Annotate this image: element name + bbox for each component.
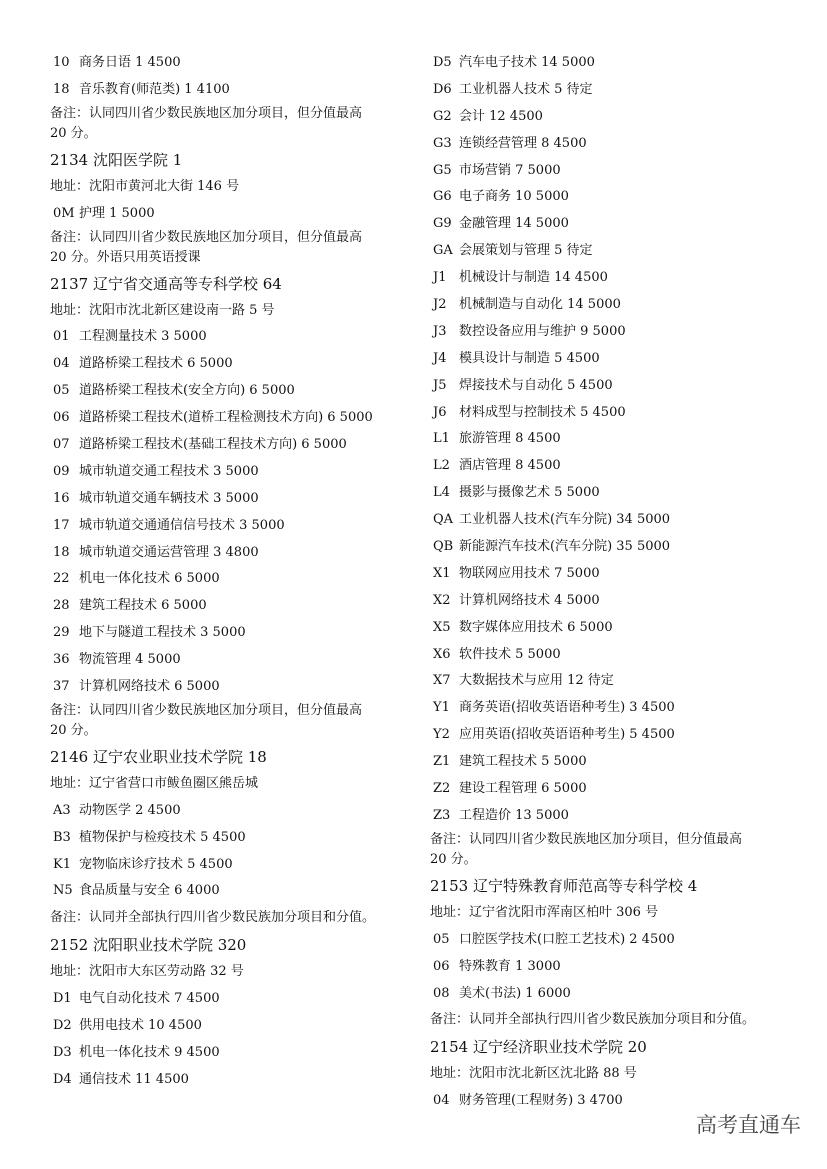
info-line: 地址：辽宁省营口市鲅鱼圈区熊岳城 (50, 775, 259, 791)
program-entry (50, 324, 410, 351)
program-code: D6 (433, 81, 452, 97)
program-entry (430, 803, 790, 830)
program-text: 市场营销 7 5000 (459, 162, 561, 178)
program-code: Z2 (433, 781, 451, 797)
school-heading: 2146 辽宁农业职业技术学院 18 (50, 747, 267, 766)
program-text: 工程造价 13 5000 (459, 807, 569, 823)
program-entry (430, 776, 790, 803)
program-text: 摄影与摄像艺术 5 5000 (459, 485, 600, 501)
program-code: X2 (433, 592, 451, 608)
program-text: 机电一体化技术 9 4500 (79, 1044, 220, 1060)
program-entry (50, 852, 410, 879)
program-text: 护理 1 5000 (79, 205, 155, 221)
program-code: D3 (53, 1044, 72, 1060)
program-code: 18 (53, 544, 70, 560)
info-line: 地址：辽宁省沈阳市浑南区柏叶 306 号 (430, 904, 659, 920)
program-entry (430, 668, 790, 695)
program-code: J1 (433, 270, 447, 286)
program-entry (50, 674, 410, 701)
program-text: 建筑工程技术 5 5000 (459, 754, 587, 770)
program-entry (430, 749, 790, 776)
program-code: D4 (53, 1071, 72, 1087)
program-code: J6 (433, 404, 447, 420)
program-text: 通信技术 11 4500 (79, 1071, 189, 1087)
program-text: 旅游管理 8 4500 (459, 431, 561, 447)
school-heading: 2153 辽宁特殊教育师范高等专科学校 4 (430, 876, 698, 895)
program-code: L1 (433, 431, 450, 447)
program-entry (50, 351, 410, 378)
program-code: QA (433, 512, 454, 528)
program-text: 机电一体化技术 6 5000 (79, 571, 220, 587)
program-entry (50, 77, 410, 104)
program-text: 地下与隧道工程技术 3 5000 (79, 625, 246, 641)
program-text: 软件技术 5 5000 (459, 646, 561, 662)
program-entry (430, 319, 790, 346)
program-code: J2 (433, 297, 447, 313)
program-code: 06 (433, 958, 450, 974)
school-heading: 2134 沈阳医学院 1 (50, 150, 183, 169)
program-entry (50, 620, 410, 647)
program-code: 18 (53, 81, 70, 97)
program-code: N5 (53, 883, 73, 899)
program-text: 道路桥梁工程技术 6 5000 (79, 356, 233, 372)
program-text: 计算机网络技术 4 5000 (459, 592, 600, 608)
program-code: 22 (53, 571, 70, 587)
program-entry (50, 1013, 410, 1040)
program-entry (50, 50, 410, 77)
school-heading: 2137 辽宁省交通高等专科学校 64 (50, 274, 282, 293)
program-code: 01 (53, 329, 70, 345)
program-code: X5 (433, 619, 451, 635)
info-line: 地址：沈阳市黄河北大街 146 号 (50, 178, 240, 194)
program-entry (50, 1040, 410, 1067)
school-heading: 2154 辽宁经济职业技术学院 20 (430, 1038, 647, 1057)
program-code: 06 (53, 410, 70, 426)
program-text: 新能源汽车技术(汽车分院) 35 5000 (459, 539, 671, 555)
program-text: 宠物临床诊疗技术 5 4500 (79, 856, 233, 872)
program-code: X7 (433, 673, 451, 689)
note-line: 20 分。外语只用英语授课 (50, 249, 201, 265)
program-entry (50, 513, 410, 540)
program-code: L2 (433, 458, 450, 474)
program-code: B3 (53, 829, 71, 845)
program-code: G6 (433, 189, 452, 205)
program-entry (50, 405, 410, 432)
program-text: 特殊教育 1 3000 (459, 958, 561, 974)
program-entry (430, 400, 790, 427)
program-text: 连锁经营管理 8 4500 (459, 135, 587, 151)
program-entry (430, 722, 790, 749)
program-text: 计算机网络技术 6 5000 (79, 679, 220, 695)
program-text: 应用英语(招收英语语种考生) 5 4500 (459, 727, 675, 743)
program-text: 大数据技术与应用 12 待定 (459, 673, 614, 689)
program-entry (430, 346, 790, 373)
program-code: 16 (53, 490, 70, 506)
program-entry (430, 184, 790, 211)
note-line: 20 分。 (50, 722, 97, 738)
info-line: 备注：认同并全部执行四川省少数民族加分项目和分值。 (430, 1012, 756, 1028)
program-entry (430, 534, 790, 561)
right-column (430, 50, 790, 1115)
program-text: 城市轨道交通通信信号技术 3 5000 (79, 517, 285, 533)
program-entry (430, 50, 790, 77)
program-text: 酒店管理 8 4500 (459, 458, 561, 474)
program-code: Y1 (433, 700, 450, 716)
program-code: J5 (433, 377, 447, 393)
program-entry (50, 566, 410, 593)
program-text: 会展策划与管理 5 待定 (459, 243, 593, 259)
note-line: 备注：认同四川省少数民族地区加分项目，但分值最高 (50, 702, 363, 718)
program-text: 材料成型与控制技术 5 4500 (459, 404, 626, 420)
program-code: 05 (433, 931, 450, 947)
program-entry (50, 378, 410, 405)
note-line: 备注：认同四川省少数民族地区加分项目，但分值最高 (50, 105, 363, 121)
program-entry (50, 1067, 410, 1094)
program-text: 商务英语(招收英语语种考生) 3 4500 (459, 700, 675, 716)
info-line: 备注：认同并全部执行四川省少数民族加分项目和分值。 (50, 910, 376, 926)
program-text: 供用电技术 10 4500 (79, 1018, 202, 1034)
program-entry (430, 588, 790, 615)
program-text: 口腔医学技术(口腔工艺技术) 2 4500 (459, 931, 675, 947)
program-entry (50, 986, 410, 1013)
program-entry (430, 265, 790, 292)
info-line: 地址：沈阳市沈北新区沈北路 88 号 (430, 1066, 637, 1082)
program-entry (50, 825, 410, 852)
program-entry (430, 453, 790, 480)
program-text: 电气自动化技术 7 4500 (79, 991, 220, 1007)
program-code: 37 (53, 679, 70, 695)
program-entry (50, 540, 410, 567)
program-text: 音乐教育(师范类) 1 4100 (79, 81, 230, 97)
program-text: 城市轨道交通车辆技术 3 5000 (79, 490, 259, 506)
program-code: 17 (53, 517, 70, 533)
program-entry (430, 981, 790, 1008)
program-code: X6 (433, 646, 451, 662)
program-entry (430, 104, 790, 131)
program-text: 建筑工程技术 6 5000 (79, 598, 207, 614)
program-code: QB (433, 539, 454, 555)
program-text: 商务日语 1 4500 (79, 55, 181, 70)
program-text: 财务管理(工程财务) 3 4700 (459, 1093, 623, 1109)
program-entry (50, 201, 410, 228)
program-code: 09 (53, 463, 70, 479)
program-text: 物流管理 4 5000 (79, 652, 181, 668)
program-code: 05 (53, 383, 70, 399)
program-entry (430, 642, 790, 669)
program-code: 29 (53, 625, 70, 641)
program-code: G3 (433, 135, 452, 151)
program-entry (430, 507, 790, 534)
program-entry (50, 432, 410, 459)
program-code: D1 (53, 991, 72, 1007)
program-entry (50, 878, 410, 905)
program-code: 0M (53, 205, 75, 221)
program-code: G5 (433, 162, 452, 178)
program-entry (430, 615, 790, 642)
program-code: G2 (433, 108, 452, 124)
program-text: 物联网应用技术 7 5000 (459, 565, 600, 581)
program-entry (430, 426, 790, 453)
watermark-logo-text: 高考直通车 (696, 1113, 801, 1137)
program-code: D5 (433, 55, 452, 70)
program-text: 植物保护与检疫技术 5 4500 (79, 829, 246, 845)
info-line: 地址：沈阳市大东区劳动路 32 号 (50, 964, 244, 980)
program-entry (50, 798, 410, 825)
program-text: 数控设备应用与维护 9 5000 (459, 323, 626, 339)
school-heading: 2152 沈阳职业技术学院 320 (50, 936, 247, 955)
program-text: 机械设计与制造 14 4500 (459, 270, 608, 286)
note-line: 备注：认同四川省少数民族地区加分项目，但分值最高 (50, 229, 363, 245)
program-entry (430, 211, 790, 238)
program-code: 04 (53, 356, 70, 372)
program-entry (50, 593, 410, 620)
program-entry (50, 486, 410, 513)
program-text: 数字媒体应用技术 6 5000 (459, 619, 613, 635)
program-code: GA (433, 243, 453, 259)
program-entry (430, 480, 790, 507)
info-line: 地址：沈阳市沈北新区建设南一路 5 号 (50, 302, 275, 318)
program-text: 机械制造与自动化 14 5000 (459, 297, 621, 313)
program-code: G9 (433, 216, 452, 232)
program-code: A3 (53, 802, 71, 818)
program-text: 电子商务 10 5000 (459, 189, 569, 205)
program-code: 28 (53, 598, 70, 614)
program-entry (430, 695, 790, 722)
program-text: 工程测量技术 3 5000 (79, 329, 207, 345)
program-text: 工业机器人技术 5 待定 (459, 81, 593, 97)
program-code: L4 (433, 485, 450, 501)
program-text: 会计 12 4500 (459, 108, 543, 124)
program-code: 10 (53, 55, 70, 70)
program-code: J4 (433, 350, 447, 366)
program-code: 07 (53, 437, 70, 453)
program-text: 城市轨道交通工程技术 3 5000 (79, 463, 259, 479)
program-code: 08 (433, 985, 450, 1001)
program-entry (430, 954, 790, 981)
note-line: 20 分。 (430, 851, 477, 867)
program-text: 焊接技术与自动化 5 4500 (459, 377, 613, 393)
left-column (50, 50, 410, 1094)
program-text: 道路桥梁工程技术(道桥工程检测技术方向) 6 5000 (79, 410, 373, 426)
program-text: 食品质量与安全 6 4000 (79, 883, 220, 899)
program-entry (430, 77, 790, 104)
program-text: 动物医学 2 4500 (79, 802, 181, 818)
program-text: 道路桥梁工程技术(安全方向) 6 5000 (79, 383, 295, 399)
program-text: 模具设计与制造 5 4500 (459, 350, 600, 366)
program-entry (50, 459, 410, 486)
program-entry (430, 131, 790, 158)
program-text: 道路桥梁工程技术(基础工程技术方向) 6 5000 (79, 437, 347, 453)
program-text: 工业机器人技术(汽车分院) 34 5000 (459, 512, 671, 528)
program-code: 36 (53, 652, 70, 668)
program-entry (430, 238, 790, 265)
program-text: 汽车电子技术 14 5000 (459, 55, 595, 70)
program-code: Y2 (433, 727, 450, 743)
program-entry (50, 647, 410, 674)
program-code: K1 (53, 856, 71, 872)
note-line: 备注：认同四川省少数民族地区加分项目，但分值最高 (430, 831, 743, 847)
program-code: X1 (433, 565, 451, 581)
program-code: 04 (433, 1093, 450, 1109)
program-entry (430, 561, 790, 588)
program-entry (430, 373, 790, 400)
program-code: Z3 (433, 807, 451, 823)
program-entry (430, 927, 790, 954)
note-line: 20 分。 (50, 125, 97, 141)
program-text: 金融管理 14 5000 (459, 216, 569, 232)
program-text: 建设工程管理 6 5000 (459, 781, 587, 797)
program-entry (430, 158, 790, 185)
program-code: Z1 (433, 754, 451, 770)
program-text: 城市轨道交通运营管理 3 4800 (79, 544, 259, 560)
program-text: 美术(书法) 1 6000 (459, 985, 571, 1001)
program-entry (430, 292, 790, 319)
program-code: J3 (433, 323, 447, 339)
program-code: D2 (53, 1018, 72, 1034)
